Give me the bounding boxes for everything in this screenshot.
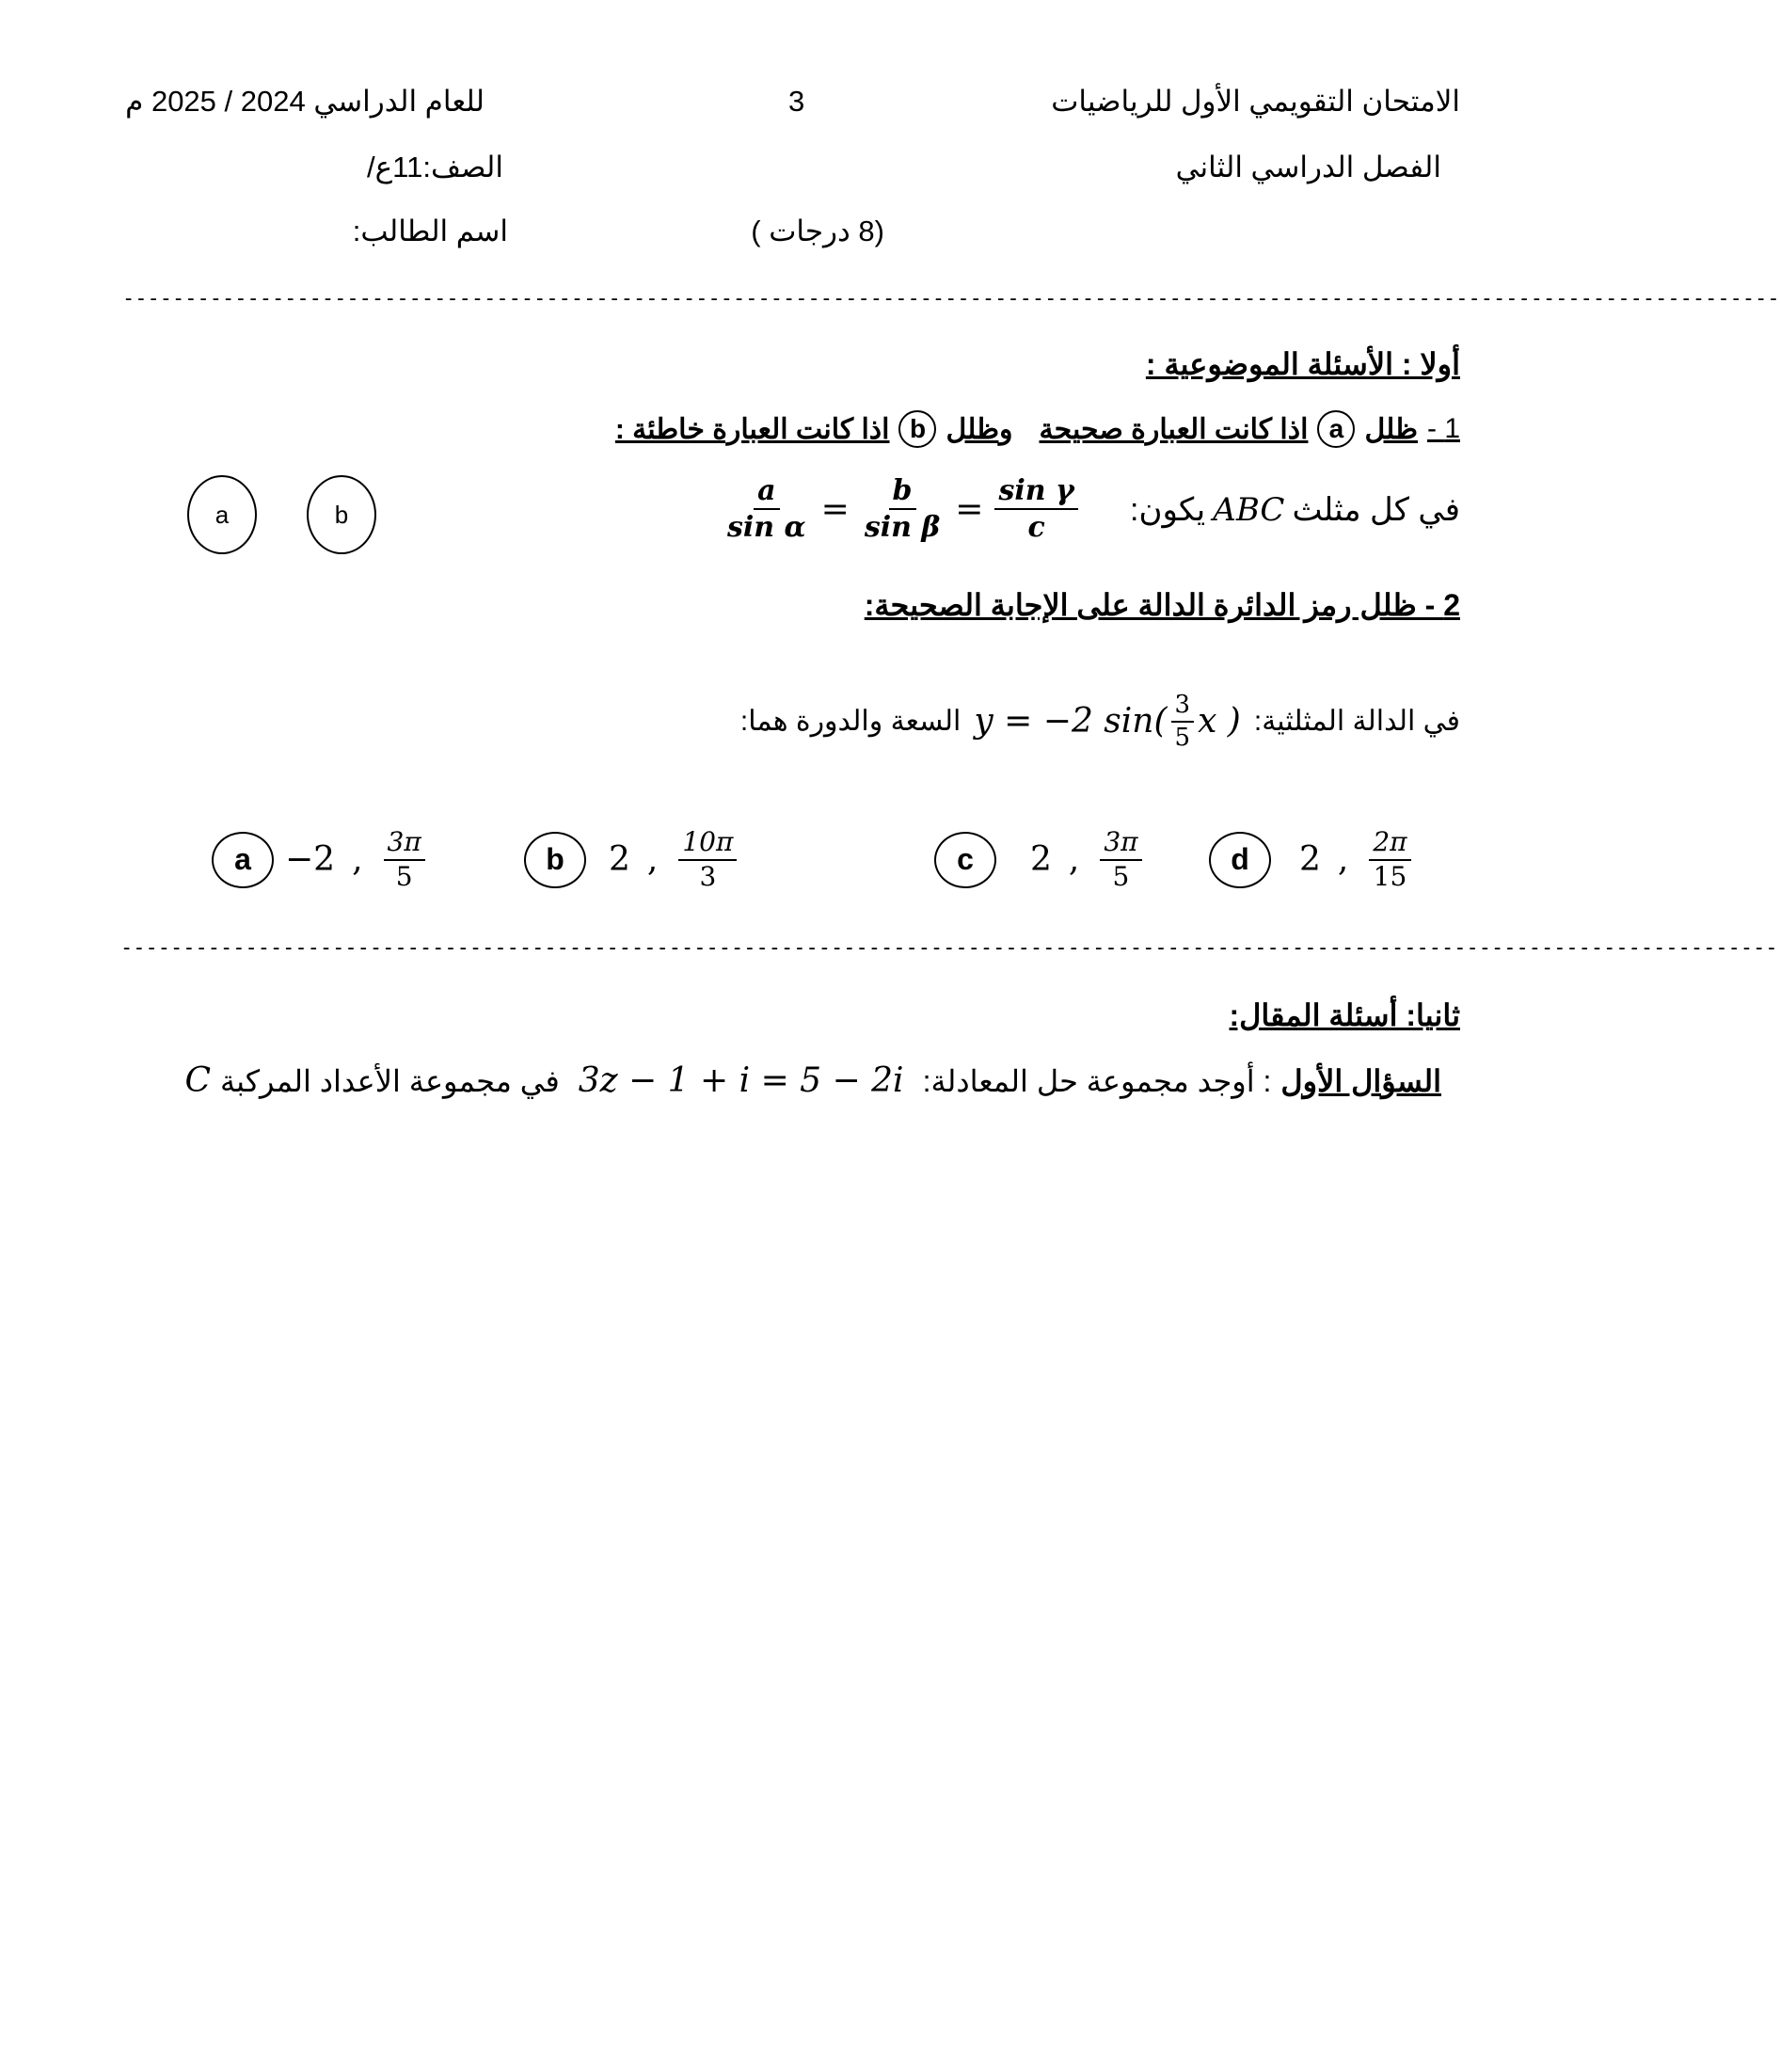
academic-year: للعام الدراسي 2024 / 2025 م [125,85,485,118]
grade-label: الصف: [422,151,503,183]
grade-value: 11ع/ [367,151,423,183]
fraction: $\frac{3\pi}{5}$ [384,828,425,892]
fraction: $\frac{2\pi}{15}$ [1369,828,1410,892]
section1-title: أولا : الأسئلة الموضوعية : [1145,347,1460,381]
essay-q1-label: السؤال الأول [1280,1063,1441,1098]
equals-sign: = [820,489,850,529]
exam-title: الامتحان التقويمي الأول للرياضيات [1051,85,1460,118]
q1-triangle-var: ABC [1213,491,1285,529]
fraction: $\frac{\text{sin γ}}{c}$ [994,475,1077,543]
essay-q1-equation: 3z − 1 + i = 5 − 2i [578,1061,904,1100]
q2-function: y = −2 sin( $\frac{3}{5}$ x ) [974,691,1241,752]
q1-statement [1130,491,1460,529]
circle-b-icon[interactable]: b [524,832,586,888]
essay-q1-suffix: في مجموعة الأعداد المركبة [220,1063,560,1098]
q1-false-text: اذا كانت العبارة خاطئة : [614,413,890,445]
fraction: $\frac{10\pi}{3}$ [678,828,737,892]
essay-q1-text: : أوجد مجموعة حل المعادلة: [922,1063,1272,1098]
fraction: $\frac{b}{\text{sin β}}$ [864,474,941,544]
q2-stem-pre: في الدالة المثلثية: [1253,706,1460,738]
complex-set-symbol: C [184,1061,211,1100]
option-c[interactable]: c 2 , $\frac{3\pi}{5}$ [934,828,1146,892]
circle-b-icon: b [898,410,936,448]
circle-c-icon[interactable]: c [934,832,996,888]
divider-top: ------------------------------------------------------------------------------------------------------------------------------------- [122,287,1780,311]
q1-shade-label-b: وظلل [946,413,1013,445]
fraction: $\frac{a}{\text{sin α}}$ [727,474,806,544]
q2-stem-post: السعة والدورة هما: [739,706,962,738]
circle-a-icon[interactable]: a [212,832,274,888]
divider-middle: ------------------------------------------------------------------------------------------------------------------------------------- [120,936,1778,960]
q1-instruction [615,410,1460,448]
option-d[interactable]: d 2 , $\frac{2\pi}{15}$ [1209,828,1415,892]
fraction: $\frac{3\pi}{5}$ [1100,828,1141,892]
marks: (8 درجات ) [751,215,884,247]
fraction: $\frac{3}{5}$ [1171,692,1195,751]
q2-stem [740,692,1460,751]
q1-prefix: 1 - [1426,413,1460,444]
page-number: 3 [788,85,805,118]
q1-true-text: اذا كانت العبارة صحيحة [1039,413,1309,445]
answer-a-circle[interactable]: a [187,475,257,554]
answer-b-circle[interactable]: b [307,475,376,554]
q1-statement-post: يكون: [1130,492,1206,528]
grade [367,151,503,184]
circle-d-icon[interactable]: d [1209,832,1271,888]
circle-a-icon: a [1317,410,1355,448]
q1-statement-pre: في كل مثلث [1292,492,1460,528]
law-of-sines [720,475,1082,543]
semester: الفصل الدراسي الثاني [1175,151,1441,183]
equals-sign: = [955,489,984,529]
section2-title: ثانيا: أسئلة المقال: [1229,998,1460,1032]
essay-q1 [184,1061,1441,1100]
q1-shade-label: ظلل [1364,413,1418,445]
student-name-label: اسم الطالب: [352,215,508,247]
option-a[interactable]: a −2 , $\frac{3\pi}{5}$ [212,828,429,892]
option-b[interactable]: b 2 , $\frac{10\pi}{3}$ [524,828,740,892]
q2-title: 2 - ظلل رمز الدائرة الدالة على الإجابة الصحيحة: [864,588,1460,622]
